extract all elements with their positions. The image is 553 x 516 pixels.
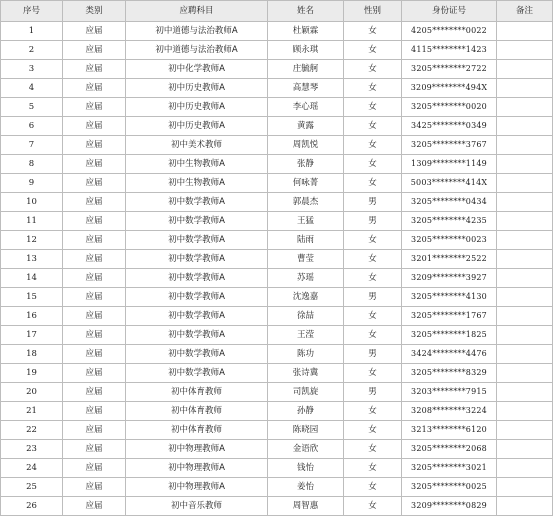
remarks-cell	[497, 155, 553, 174]
remarks-cell	[497, 364, 553, 383]
index-cell: 13	[1, 250, 63, 269]
subject-cell: 初中体育教师	[126, 402, 268, 421]
subject-cell: 初中数学教师A	[126, 269, 268, 288]
subject-cell: 初中音乐教师	[126, 497, 268, 516]
category-cell: 应届	[63, 231, 126, 250]
gender-cell: 女	[344, 41, 402, 60]
remarks-cell	[497, 174, 553, 193]
category-cell: 应届	[63, 174, 126, 193]
id-number-cell: 3208********3224	[402, 402, 497, 421]
id-number-cell: 3205********0023	[402, 231, 497, 250]
category-cell: 应届	[63, 269, 126, 288]
table-row	[1, 22, 553, 41]
gender-cell: 女	[344, 402, 402, 421]
subject-cell: 初中物理教师A	[126, 478, 268, 497]
gender-cell: 男	[344, 212, 402, 231]
table-row	[1, 250, 553, 269]
table-row	[1, 288, 553, 307]
name-cell: 庄毓舸	[268, 60, 344, 79]
table-row	[1, 364, 553, 383]
table-row	[1, 117, 553, 136]
id-number-cell: 3205********4130	[402, 288, 497, 307]
name-cell: 高慧琴	[268, 79, 344, 98]
gender-cell: 男	[344, 383, 402, 402]
remarks-cell	[497, 307, 553, 326]
id-number-cell: 3213********6120	[402, 421, 497, 440]
remarks-cell	[497, 478, 553, 497]
table-row	[1, 440, 553, 459]
index-cell: 23	[1, 440, 63, 459]
remarks-cell	[497, 60, 553, 79]
category-cell: 应届	[63, 307, 126, 326]
index-cell: 22	[1, 421, 63, 440]
remarks-cell	[497, 459, 553, 478]
header-subject: 应聘科目	[126, 1, 268, 22]
index-cell: 18	[1, 345, 63, 364]
table-row	[1, 41, 553, 60]
subject-cell: 初中历史教师A	[126, 117, 268, 136]
name-cell: 王滢	[268, 326, 344, 345]
id-number-cell: 3201********2522	[402, 250, 497, 269]
gender-cell: 女	[344, 250, 402, 269]
gender-cell: 女	[344, 269, 402, 288]
id-number-cell: 4205********0022	[402, 22, 497, 41]
gender-cell: 女	[344, 60, 402, 79]
id-number-cell: 3205********8329	[402, 364, 497, 383]
gender-cell: 女	[344, 117, 402, 136]
remarks-cell	[497, 345, 553, 364]
gender-cell: 女	[344, 307, 402, 326]
gender-cell: 女	[344, 22, 402, 41]
name-cell: 何咏菁	[268, 174, 344, 193]
subject-cell: 初中数学教师A	[126, 326, 268, 345]
category-cell: 应届	[63, 117, 126, 136]
table-row	[1, 193, 553, 212]
subject-cell: 初中物理教师A	[126, 459, 268, 478]
remarks-cell	[497, 497, 553, 516]
name-cell: 陆雨	[268, 231, 344, 250]
name-cell: 陈晓园	[268, 421, 344, 440]
id-number-cell: 3209********0829	[402, 497, 497, 516]
remarks-cell	[497, 383, 553, 402]
gender-cell: 女	[344, 136, 402, 155]
gender-cell: 女	[344, 440, 402, 459]
name-cell: 曹莹	[268, 250, 344, 269]
id-number-cell: 3205********3021	[402, 459, 497, 478]
category-cell: 应届	[63, 250, 126, 269]
index-cell: 3	[1, 60, 63, 79]
header-row	[1, 1, 553, 22]
category-cell: 应届	[63, 155, 126, 174]
name-cell: 杜颖霖	[268, 22, 344, 41]
subject-cell: 初中历史教师A	[126, 98, 268, 117]
category-cell: 应届	[63, 440, 126, 459]
category-cell: 应届	[63, 421, 126, 440]
remarks-cell	[497, 193, 553, 212]
table-row	[1, 174, 553, 193]
header-gender: 性别	[344, 1, 402, 22]
index-cell: 9	[1, 174, 63, 193]
table-row	[1, 421, 553, 440]
category-cell: 应届	[63, 326, 126, 345]
subject-cell: 初中物理教师A	[126, 440, 268, 459]
index-cell: 15	[1, 288, 63, 307]
table-row	[1, 326, 553, 345]
remarks-cell	[497, 136, 553, 155]
category-cell: 应届	[63, 345, 126, 364]
gender-cell: 女	[344, 364, 402, 383]
index-cell: 11	[1, 212, 63, 231]
category-cell: 应届	[63, 478, 126, 497]
index-cell: 6	[1, 117, 63, 136]
gender-cell: 女	[344, 155, 402, 174]
index-cell: 25	[1, 478, 63, 497]
remarks-cell	[497, 79, 553, 98]
name-cell: 姜怡	[268, 478, 344, 497]
gender-cell: 女	[344, 478, 402, 497]
subject-cell: 初中化学教师A	[126, 60, 268, 79]
remarks-cell	[497, 421, 553, 440]
name-cell: 孙静	[268, 402, 344, 421]
table-row	[1, 345, 553, 364]
category-cell: 应届	[63, 212, 126, 231]
remarks-cell	[497, 288, 553, 307]
remarks-cell	[497, 41, 553, 60]
category-cell: 应届	[63, 98, 126, 117]
id-number-cell: 5003********414X	[402, 174, 497, 193]
gender-cell: 女	[344, 231, 402, 250]
name-cell: 金语欣	[268, 440, 344, 459]
remarks-cell	[497, 98, 553, 117]
remarks-cell	[497, 402, 553, 421]
table-row	[1, 383, 553, 402]
remarks-cell	[497, 326, 553, 345]
name-cell: 徐喆	[268, 307, 344, 326]
id-number-cell: 3209********494X	[402, 79, 497, 98]
remarks-cell	[497, 440, 553, 459]
index-cell: 7	[1, 136, 63, 155]
index-cell: 17	[1, 326, 63, 345]
gender-cell: 女	[344, 326, 402, 345]
name-cell: 李心瑶	[268, 98, 344, 117]
id-number-cell: 4115********1423	[402, 41, 497, 60]
remarks-cell	[497, 250, 553, 269]
table-row	[1, 402, 553, 421]
category-cell: 应届	[63, 383, 126, 402]
category-cell: 应届	[63, 79, 126, 98]
id-number-cell: 3209********3927	[402, 269, 497, 288]
id-number-cell: 3205********4235	[402, 212, 497, 231]
name-cell: 司凯旋	[268, 383, 344, 402]
header-category: 类别	[63, 1, 126, 22]
subject-cell: 初中历史教师A	[126, 79, 268, 98]
gender-cell: 女	[344, 79, 402, 98]
name-cell: 沈逸嘉	[268, 288, 344, 307]
id-number-cell: 3205********0020	[402, 98, 497, 117]
subject-cell: 初中数学教师A	[126, 364, 268, 383]
index-cell: 5	[1, 98, 63, 117]
index-cell: 24	[1, 459, 63, 478]
index-cell: 1	[1, 22, 63, 41]
category-cell: 应届	[63, 402, 126, 421]
name-cell: 黄露	[268, 117, 344, 136]
table-row	[1, 307, 553, 326]
index-cell: 21	[1, 402, 63, 421]
table-row	[1, 212, 553, 231]
subject-cell: 初中数学教师A	[126, 288, 268, 307]
category-cell: 应届	[63, 364, 126, 383]
table-row	[1, 478, 553, 497]
id-number-cell: 3205********2722	[402, 60, 497, 79]
remarks-cell	[497, 212, 553, 231]
header-index: 序号	[1, 1, 63, 22]
id-number-cell: 3205********1767	[402, 307, 497, 326]
subject-cell: 初中道德与法治教师A	[126, 41, 268, 60]
name-cell: 钱怡	[268, 459, 344, 478]
table-row	[1, 79, 553, 98]
header-name: 姓名	[268, 1, 344, 22]
subject-cell: 初中数学教师A	[126, 212, 268, 231]
remarks-cell	[497, 22, 553, 41]
name-cell: 周智惠	[268, 497, 344, 516]
table-row	[1, 459, 553, 478]
id-number-cell: 3205********2068	[402, 440, 497, 459]
gender-cell: 男	[344, 345, 402, 364]
name-cell: 王猛	[268, 212, 344, 231]
gender-cell: 男	[344, 288, 402, 307]
remarks-cell	[497, 231, 553, 250]
table-row	[1, 60, 553, 79]
id-number-cell: 3205********3767	[402, 136, 497, 155]
category-cell: 应届	[63, 459, 126, 478]
index-cell: 14	[1, 269, 63, 288]
table-row	[1, 231, 553, 250]
index-cell: 10	[1, 193, 63, 212]
name-cell: 苏瑶	[268, 269, 344, 288]
table-row	[1, 98, 553, 117]
remarks-cell	[497, 269, 553, 288]
subject-cell: 初中数学教师A	[126, 231, 268, 250]
gender-cell: 男	[344, 193, 402, 212]
subject-cell: 初中生物教师A	[126, 155, 268, 174]
subject-cell: 初中体育教师	[126, 421, 268, 440]
subject-cell: 初中体育教师	[126, 383, 268, 402]
gender-cell: 女	[344, 98, 402, 117]
id-number-cell: 3424********4476	[402, 345, 497, 364]
subject-cell: 初中数学教师A	[126, 250, 268, 269]
name-cell: 顾永琪	[268, 41, 344, 60]
id-number-cell: 1309********1149	[402, 155, 497, 174]
id-number-cell: 3205********0434	[402, 193, 497, 212]
category-cell: 应届	[63, 41, 126, 60]
remarks-cell	[497, 117, 553, 136]
name-cell: 郭晨杰	[268, 193, 344, 212]
gender-cell: 女	[344, 174, 402, 193]
header-remarks: 备注	[497, 1, 553, 22]
index-cell: 20	[1, 383, 63, 402]
category-cell: 应届	[63, 288, 126, 307]
category-cell: 应届	[63, 60, 126, 79]
gender-cell: 女	[344, 421, 402, 440]
id-number-cell: 3205********0025	[402, 478, 497, 497]
category-cell: 应届	[63, 22, 126, 41]
gender-cell: 女	[344, 459, 402, 478]
index-cell: 16	[1, 307, 63, 326]
category-cell: 应届	[63, 497, 126, 516]
subject-cell: 初中美术教师	[126, 136, 268, 155]
index-cell: 26	[1, 497, 63, 516]
name-cell: 张诗冀	[268, 364, 344, 383]
category-cell: 应届	[63, 193, 126, 212]
table-row	[1, 269, 553, 288]
name-cell: 周凯悦	[268, 136, 344, 155]
name-cell: 张静	[268, 155, 344, 174]
index-cell: 12	[1, 231, 63, 250]
id-number-cell: 3203********7915	[402, 383, 497, 402]
subject-cell: 初中生物教师A	[126, 174, 268, 193]
category-cell: 应届	[63, 136, 126, 155]
subject-cell: 初中数学教师A	[126, 345, 268, 364]
subject-cell: 初中数学教师A	[126, 307, 268, 326]
table-row	[1, 155, 553, 174]
index-cell: 19	[1, 364, 63, 383]
id-number-cell: 3425********0349	[402, 117, 497, 136]
index-cell: 4	[1, 79, 63, 98]
table-row	[1, 497, 553, 516]
table-row	[1, 136, 553, 155]
header-id-number: 身份证号	[402, 1, 497, 22]
index-cell: 8	[1, 155, 63, 174]
subject-cell: 初中道德与法治教师A	[126, 22, 268, 41]
gender-cell: 女	[344, 497, 402, 516]
subject-cell: 初中数学教师A	[126, 193, 268, 212]
name-cell: 陈功	[268, 345, 344, 364]
id-number-cell: 3205********1825	[402, 326, 497, 345]
index-cell: 2	[1, 41, 63, 60]
